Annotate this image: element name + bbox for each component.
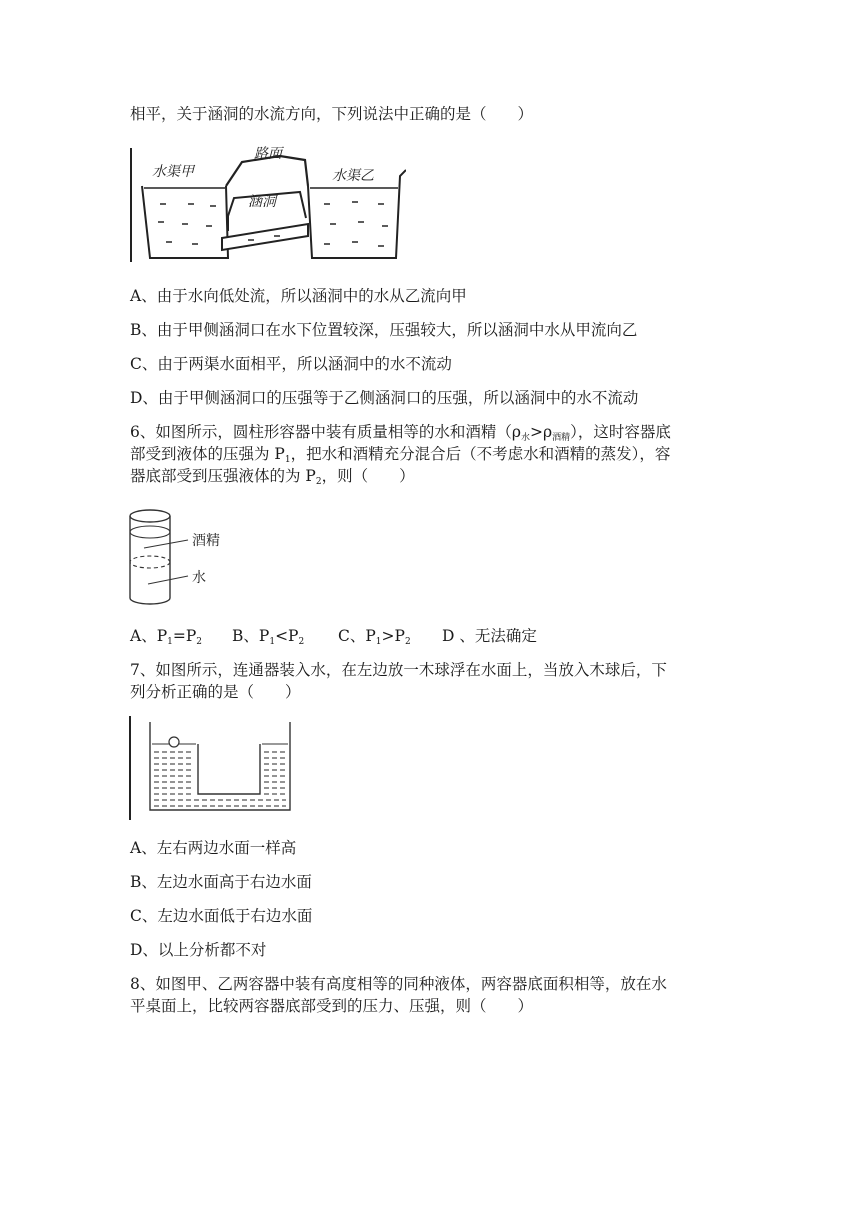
q5-option-c: C、由于两渠水面相平，所以涵洞中的水不流动 <box>130 355 452 373</box>
q6-option-b: B、$P_1<P_2$ <box>232 627 305 647</box>
q8-stem-line2: 平桌面上，比较两容器底部受到的压力、压强，则（ ） <box>130 997 534 1015</box>
culvert-figure <box>130 146 406 264</box>
connector-figure <box>128 714 298 822</box>
q8-stem-line1: 8、如图甲、乙两容器中装有高度相等的同种液体，两容器底面积相等，放在水 <box>130 975 667 993</box>
q6-option-a: A、$P_1=P_2$ <box>130 627 203 647</box>
q6-options <box>130 626 537 652</box>
q6-stem-line1: 6、如图所示，圆柱形容器中装有质量相等的水和酒精$(\rho_水>\rho_{酒精})$，这时容器底 <box>130 423 671 443</box>
label-water: 水 <box>192 570 206 586</box>
q6-option-d: D 、无法确定 <box>442 627 537 645</box>
q5-option-b: B、由于甲侧涵洞口在水下位置较深，压强较大，所以涵洞中水从甲流向乙 <box>130 321 638 339</box>
label-alcohol: 酒精 <box>192 533 220 549</box>
label-channel-jia: 水渠甲 <box>152 164 194 180</box>
q7-option-c: C、左边水面低于右边水面 <box>130 907 313 925</box>
q7-option-b: B、左边水面高于右边水面 <box>130 873 312 891</box>
q6-stem-line3: 器底部受到压强液体的为 $P_2$，则（ ） <box>130 467 415 487</box>
q7-option-a: A、左右两边水面一样高 <box>130 839 297 857</box>
cylinder-figure <box>128 500 228 612</box>
label-channel-yi: 水渠乙 <box>332 168 374 184</box>
q5-option-a: A、由于水向低处流，所以涵洞中的水从乙流向甲 <box>130 287 467 305</box>
q6-stem-line2: 部受到液体的压强为 $P_1$，把水和酒精充分混合后（不考虑水和酒精的蒸发），容 <box>130 445 671 465</box>
label-culvert: 涵洞 <box>248 194 276 210</box>
q7-stem-line1: 7、如图所示，连通器装入水，在左边放一木球浮在水面上，当放入木球后，下 <box>130 661 667 679</box>
label-road: 路面 <box>254 146 282 162</box>
q7-stem-line2: 列分析正确的是（ ） <box>130 683 301 701</box>
q5-option-d: D、由于甲侧涵洞口的压强等于乙侧涵洞口的压强，所以涵洞中的水不流动 <box>130 389 639 407</box>
q5-stem: 相平，关于涵洞的水流方向，下列说法中正确的是（ ） <box>130 105 534 123</box>
q7-option-d: D、以上分析都不对 <box>130 941 267 959</box>
q6-option-c: C、$P_1>P_2$ <box>338 627 411 647</box>
